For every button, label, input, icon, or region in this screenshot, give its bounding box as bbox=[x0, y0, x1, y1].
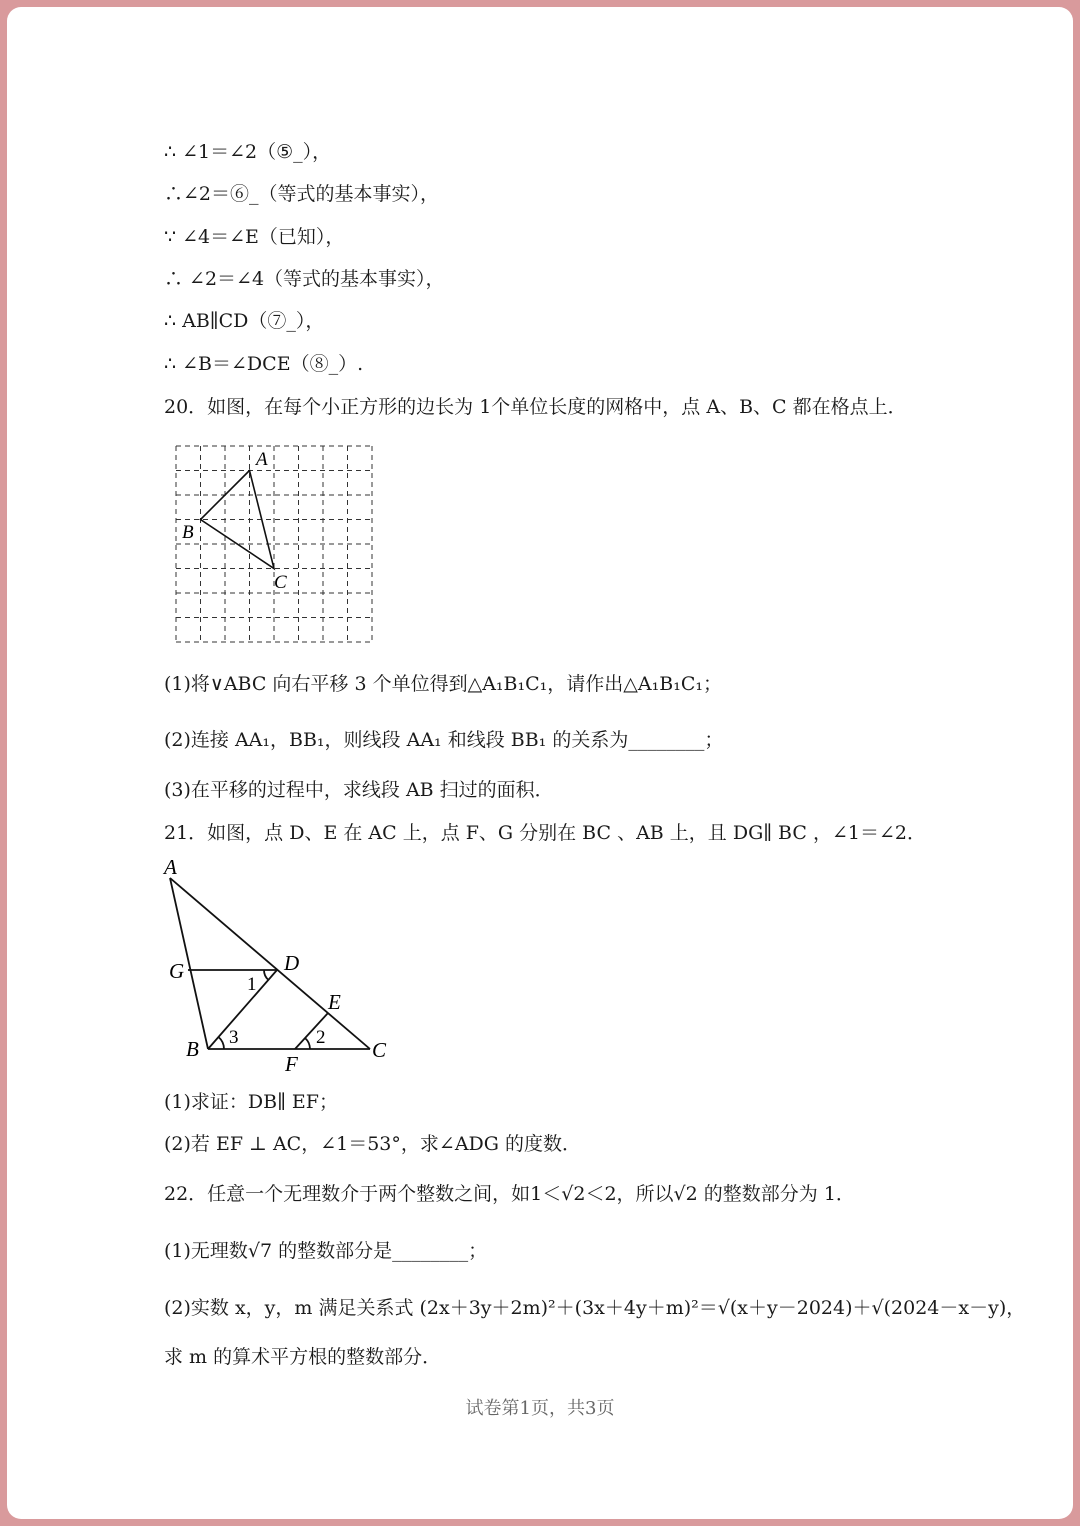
label-g: G bbox=[169, 959, 185, 983]
label-b: B bbox=[182, 522, 194, 543]
q22-part2-continuation: 求 m 的算术平方根的整数部分． bbox=[164, 1346, 442, 1368]
q20-part1: (1)将∨ABC 向右平移 3 个单位得到△A₁B₁C₁，请作出△A₁B₁C₁； bbox=[164, 673, 722, 695]
q22-part2: (2)实数 x，y，m 满足关系式 (2x＋3y＋2m)²＋(3x＋4y＋m)²＝√(x＋y－2024)＋√(2024－x－y)， bbox=[164, 1297, 1026, 1319]
triangle-abc bbox=[201, 471, 275, 569]
q20-part2: (2)连接 AA₁，BB₁，则线段 AA₁ 和线段 BB₁ 的关系为________； bbox=[164, 729, 724, 751]
label-f: F bbox=[285, 1052, 298, 1076]
label-a: A bbox=[164, 855, 177, 879]
proof-line-4: ∴ ∠2＝∠4（等式的基本事实）， bbox=[164, 268, 445, 290]
q20-grid-figure bbox=[170, 440, 385, 650]
label-c: C bbox=[372, 1038, 387, 1062]
grid-lines bbox=[176, 446, 374, 642]
label-d: D bbox=[284, 951, 300, 975]
label-angle-2: 2 bbox=[316, 1027, 326, 1048]
page-footer: 试卷第1页，共3页 bbox=[465, 1398, 615, 1419]
label-a: A bbox=[256, 449, 268, 470]
q21-stem: 21．如图，点 D、E 在 AC 上，点 F、G 分别在 BC 、AB 上，且 DG∥ BC ，∠1＝∠2． bbox=[164, 822, 926, 844]
angle-3-arc bbox=[219, 1037, 225, 1049]
segment-db bbox=[208, 970, 277, 1049]
q22-stem: 22．任意一个无理数介于两个整数之间，如1＜√2＜2，所以√2 的整数部分为 1． bbox=[164, 1183, 855, 1205]
proof-line-2: ∴∠2＝⑥_（等式的基本事实）， bbox=[164, 183, 440, 205]
proof-line-3: ∵ ∠4＝∠E（已知）， bbox=[164, 226, 345, 248]
proof-line-1: ∴ ∠1＝∠2（⑤_）， bbox=[164, 141, 332, 163]
angle-1-arc bbox=[264, 970, 269, 980]
label-b: B bbox=[186, 1037, 199, 1061]
angle-2-arc bbox=[305, 1038, 310, 1049]
q21-part2: (2)若 EF ⊥ AC，∠1＝53°，求∠ADG 的度数． bbox=[164, 1133, 581, 1155]
q22-part1: (1)无理数√7 的整数部分是________； bbox=[164, 1240, 488, 1262]
label-e: E bbox=[328, 990, 341, 1014]
proof-line-5: ∴ AB∥CD（⑦_）， bbox=[164, 310, 325, 332]
label-angle-3: 3 bbox=[229, 1027, 239, 1048]
proof-line-6: ∴ ∠B＝∠DCE（⑧_）. bbox=[164, 353, 364, 375]
q20-part3: (3)在平移的过程中，求线段 AB 扫过的面积． bbox=[164, 779, 554, 801]
q20-stem: 20．如图，在每个小正方形的边长为 1个单位长度的网格中，点 A、B、C 都在格点上． bbox=[164, 396, 907, 418]
segment-ac bbox=[170, 878, 370, 1049]
label-c: C bbox=[274, 572, 287, 593]
q21-part1: (1)求证：DB∥ EF； bbox=[164, 1091, 338, 1113]
q21-triangle-figure bbox=[160, 852, 400, 1077]
label-angle-1: 1 bbox=[247, 974, 257, 995]
